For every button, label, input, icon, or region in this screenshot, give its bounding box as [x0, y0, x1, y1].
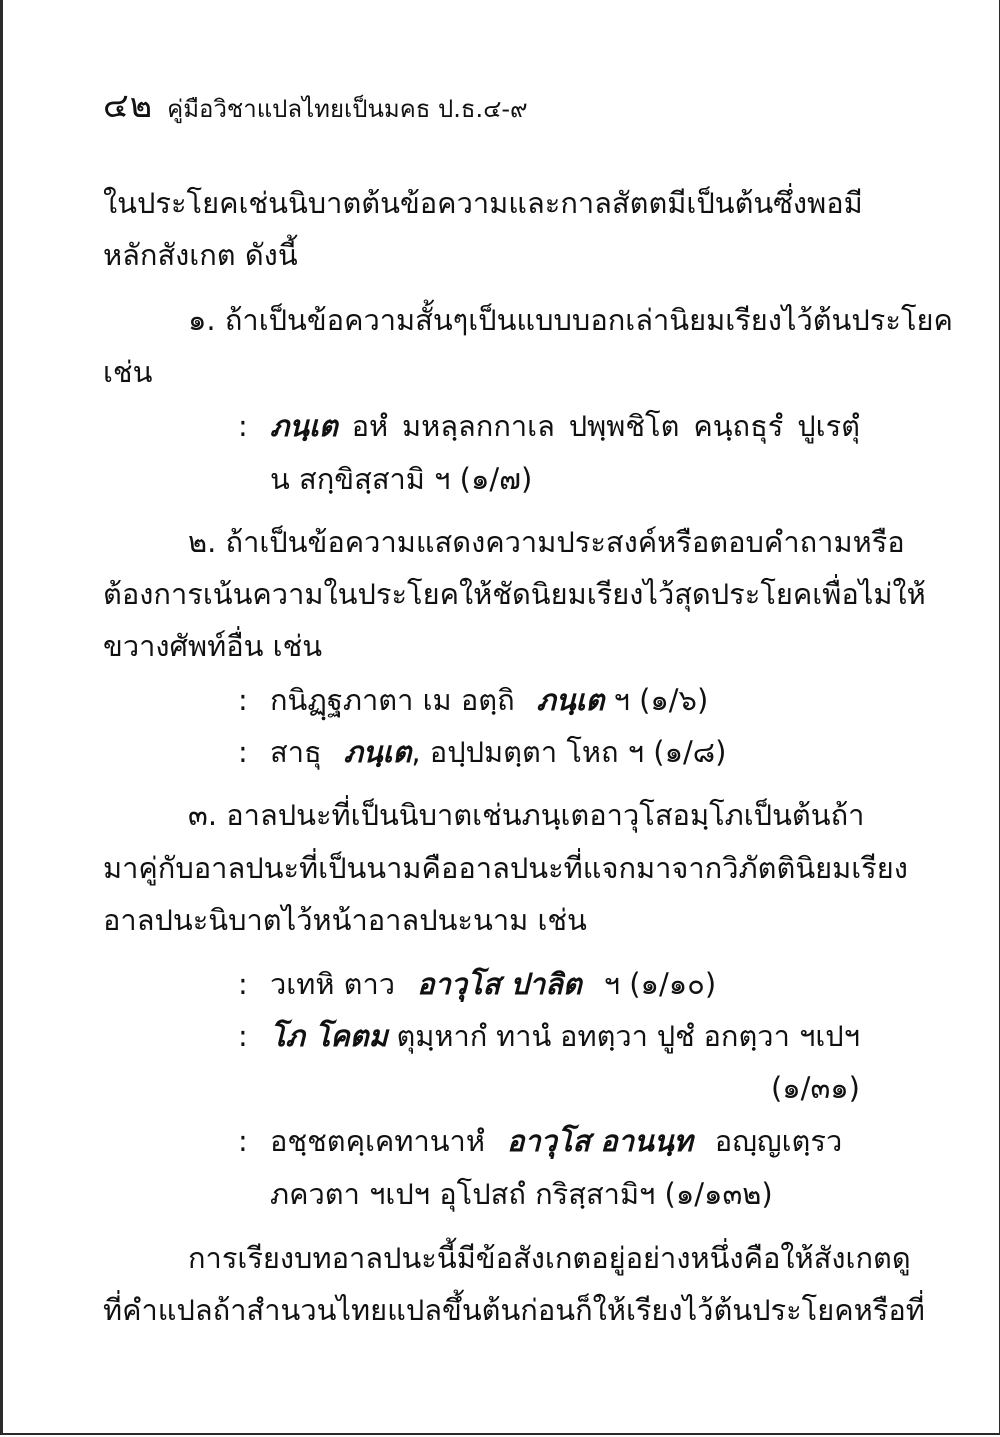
bold-term: ภนฺเต — [536, 683, 605, 717]
bold-term: อาวุโส ปาลิต — [417, 967, 582, 1001]
text: , อปฺปมตฺตา โหถ ฯ (๑/๘) — [411, 735, 727, 769]
word: เป็นต้น — [686, 186, 774, 220]
rule1-example-line-1 — [270, 406, 860, 446]
word: หรือตอบคำถาม — [657, 525, 853, 559]
word: นิบาตต้นข้อความ — [287, 186, 509, 220]
example-colon: : — [238, 735, 248, 769]
example-colon: : — [238, 1124, 248, 1158]
text: วเทหิ ตาว — [270, 967, 396, 1001]
word: ๒. ถ้าเป็นข้อความแสดงความประสงค์ — [188, 525, 658, 559]
word: หรือ — [852, 525, 905, 559]
page-number: ๔๒ — [103, 86, 154, 126]
rule1-line-2: เช่น — [103, 355, 153, 389]
word: ภนฺเต — [521, 798, 590, 832]
word: ตุมฺหากํ — [396, 1019, 488, 1053]
word: ก็ให้เรียงไว้ต้นประโยค — [575, 1293, 854, 1327]
text: อชฺชตคฺเคทานาหํ — [270, 1124, 485, 1158]
bold-term: ภนฺเต — [343, 735, 412, 769]
word: มาคู่กับอาลปนะที่เป็นนาม — [103, 851, 422, 885]
word: อมฺโภ — [672, 798, 744, 832]
word: อาวุโส — [589, 798, 673, 832]
word: เพื่อไม่ให้ — [812, 577, 926, 611]
page-header — [103, 78, 528, 132]
rule2-example-1 — [270, 680, 708, 720]
rule2-line-1 — [188, 522, 905, 562]
word: และกาลสัตตมี — [508, 186, 687, 220]
word: ที่คำแปล — [103, 1293, 213, 1327]
word: ต้องการเน้นความในประโยคให้ชัด — [103, 577, 531, 611]
rule3-example-1 — [270, 964, 716, 1004]
word: คนฺถธุรํ — [693, 409, 784, 443]
text: ฯ (๑/๖) — [613, 683, 709, 717]
word: เช่น — [238, 186, 288, 220]
example-colon: : — [238, 1019, 248, 1053]
rule2-line-3: ขวางศัพท์อื่น เช่น — [103, 629, 323, 663]
word: คือให้สังเกตดู — [743, 1241, 911, 1275]
rule3-example-3-line-1 — [270, 1121, 842, 1161]
word: ซึ่งพอมี — [773, 186, 863, 220]
rule2-line-2 — [103, 574, 926, 614]
rule3-example-2 — [270, 1016, 860, 1056]
word: การเรียงบทอาลปนะนี้มีข้อสังเกตอยู่อย่างหนึ่ง — [188, 1241, 744, 1275]
text: กนิฏฺฐภาตา เม อตฺถิ — [270, 683, 515, 717]
word: ปูเรตุํ — [797, 409, 860, 443]
example-colon: : — [238, 683, 248, 717]
word: เป็นแบบบอกเล่า — [468, 303, 670, 337]
word: เป็นต้น — [743, 798, 831, 832]
rule1-line-1 — [188, 300, 953, 340]
example-colon: : — [238, 409, 248, 443]
text: สาธุ — [270, 735, 322, 769]
word: มหลฺลกกาเล — [401, 409, 555, 443]
closing-line-1 — [188, 1238, 911, 1278]
word: ในประโยค — [103, 186, 239, 220]
bold-term: โภ โคตม — [270, 1019, 388, 1053]
intro-line-1 — [103, 183, 863, 223]
word: ๑. ถ้าเป็นข้อความสั้นๆ — [188, 303, 469, 337]
rule3-line-2 — [103, 848, 908, 888]
word: ปูชํ — [656, 1019, 695, 1053]
rule3-line-1 — [188, 795, 865, 835]
word: นิยมเรียงไว้สุดประโยค — [530, 577, 813, 611]
rule3-example-2-reference: (๑/๓๑) — [770, 1071, 860, 1105]
word: ปพฺพชิโต — [568, 409, 680, 443]
word: อกตฺวา ฯเปฯ — [703, 1019, 860, 1053]
rule3-example-3-line-2: ภควตา ฯเปฯ อุโปสถํ กริสฺสามิฯ (๑/๑๓๒) — [270, 1177, 773, 1211]
word: อหํ — [351, 409, 389, 443]
word: เช่น — [472, 798, 522, 832]
word: ๓. อาลปนะที่เป็นนิบาต — [188, 798, 473, 832]
text: ฯ (๑/๑๐) — [603, 967, 717, 1001]
word: ถ้าสำนวนไทยแปลขึ้นต้นก่อน — [212, 1293, 576, 1327]
word: ถ้า — [830, 798, 865, 832]
rule3-line-3: อาลปนะนิบาตไว้หน้าอาลปนะนาม เช่น — [103, 903, 587, 937]
rule2-example-2 — [270, 732, 726, 772]
word: นิยมเรียงไว้ต้นประโยค — [669, 303, 953, 337]
bold-term: อาวุโส อานนฺท — [506, 1124, 693, 1158]
book-title: คู่มือวิชาแปลไทยเป็นมคธ ป.ธ.๔-๙ — [167, 95, 528, 123]
word: หรือที่ — [853, 1293, 925, 1327]
closing-line-2 — [103, 1290, 925, 1330]
bold-term: ภนฺเต — [270, 409, 338, 443]
word: นิยมเรียง — [795, 851, 908, 885]
rule1-example-line-2: น สกฺขิสฺสามิ ฯ (๑/๗) — [270, 462, 533, 496]
word: ทานํ — [496, 1019, 552, 1053]
word: อทตฺวา — [560, 1019, 648, 1053]
word: คืออาลปนะที่แจกมาจากวิภัตติ — [421, 851, 796, 885]
intro-line-2: หลักสังเกต ดังนี้ — [103, 238, 298, 272]
text: อญฺญเตฺรว — [714, 1124, 843, 1158]
example-colon: : — [238, 967, 248, 1001]
